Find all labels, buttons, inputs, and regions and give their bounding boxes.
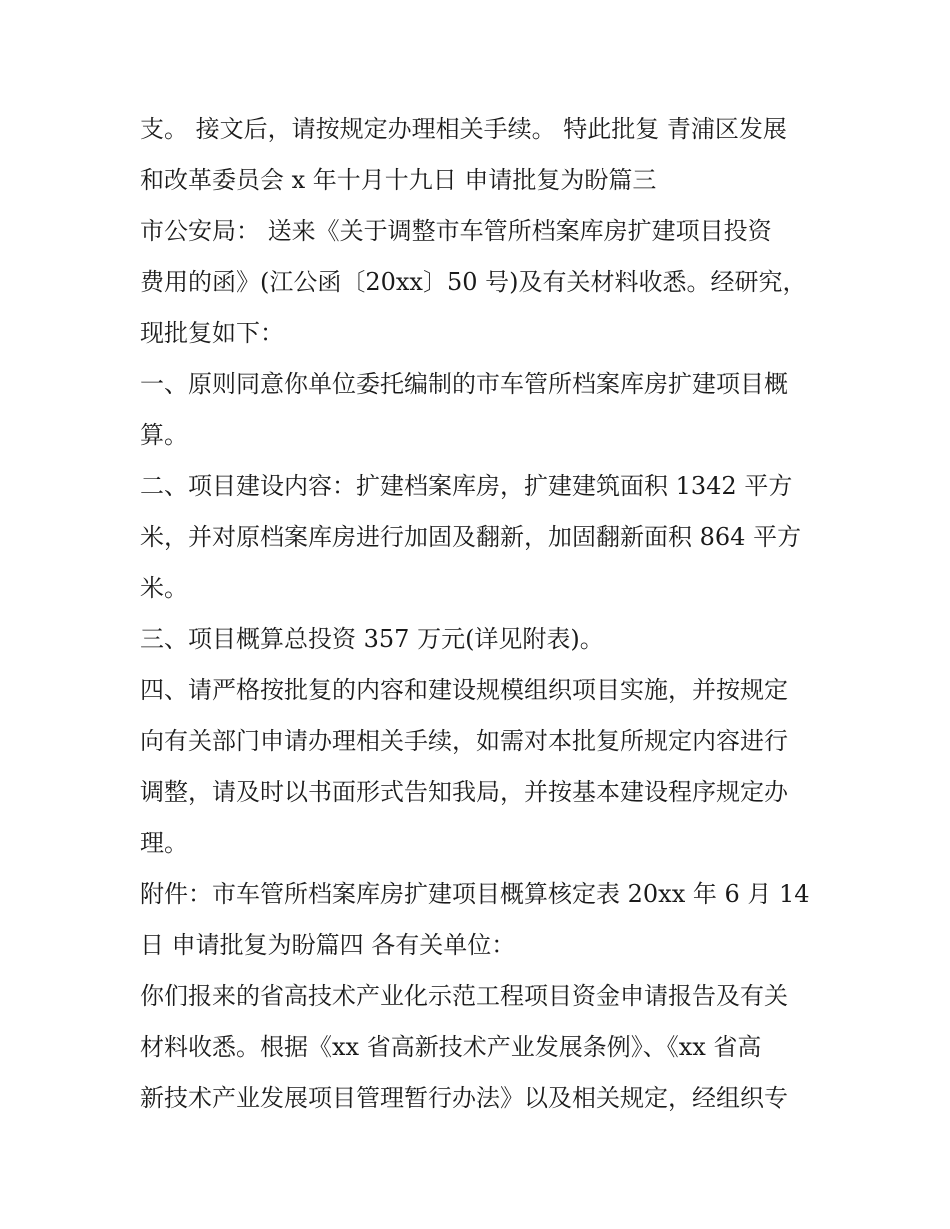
text-line: 市公安局： 送来《关于调整市车管所档案库房扩建项目投资 — [140, 217, 772, 245]
text-line: 四、请严格按批复的内容和建设规模组织项目实施，并按规定 — [140, 676, 788, 704]
text-line: 和改革委员会 x 年十月十九日 申请批复为盼篇三 — [140, 166, 657, 194]
text-line: 费用的函》(江公函〔20xx〕50 号)及有关材料收悉。经研究， — [140, 268, 807, 296]
text-line: 二、项目建设内容：扩建档案库房，扩建建筑面积 1342 平方 — [140, 472, 793, 500]
text-line: 向有关部门申请办理相关手续，如需对本批复所规定内容进行 — [140, 727, 788, 755]
text-line: 新技术产业发展项目管理暂行办法》以及相关规定，经组织专 — [140, 1084, 788, 1112]
text-line: 支。 接文后，请按规定办理相关手续。 特此批复 青浦区发展 — [140, 115, 787, 143]
document-body — [140, 104, 820, 1124]
text-line: 调整，请及时以书面形式告知我局，并按基本建设程序规定办 — [140, 778, 788, 806]
text-line: 算。 — [140, 421, 188, 449]
text-line: 一、原则同意你单位委托编制的市车管所档案库房扩建项目概 — [140, 370, 788, 398]
text-line: 附件：市车管所档案库房扩建项目概算核定表 20xx 年 6 月 14 — [140, 880, 810, 908]
text-line: 米。 — [140, 574, 188, 602]
text-line: 日 申请批复为盼篇四 各有关单位： — [140, 931, 516, 959]
text-line: 米，并对原档案库房进行加固及翻新，加固翻新面积 864 平方 — [140, 523, 802, 551]
text-line: 现批复如下： — [140, 319, 284, 347]
text-line: 材料收悉。根据《xx 省高新技术产业发展条例》、《xx 省高 — [140, 1033, 762, 1061]
text-line: 三、项目概算总投资 357 万元(详见附表)。 — [140, 625, 604, 653]
text-line: 你们报来的省高技术产业化示范工程项目资金申请报告及有关 — [140, 982, 788, 1010]
text-line: 理。 — [140, 829, 188, 857]
